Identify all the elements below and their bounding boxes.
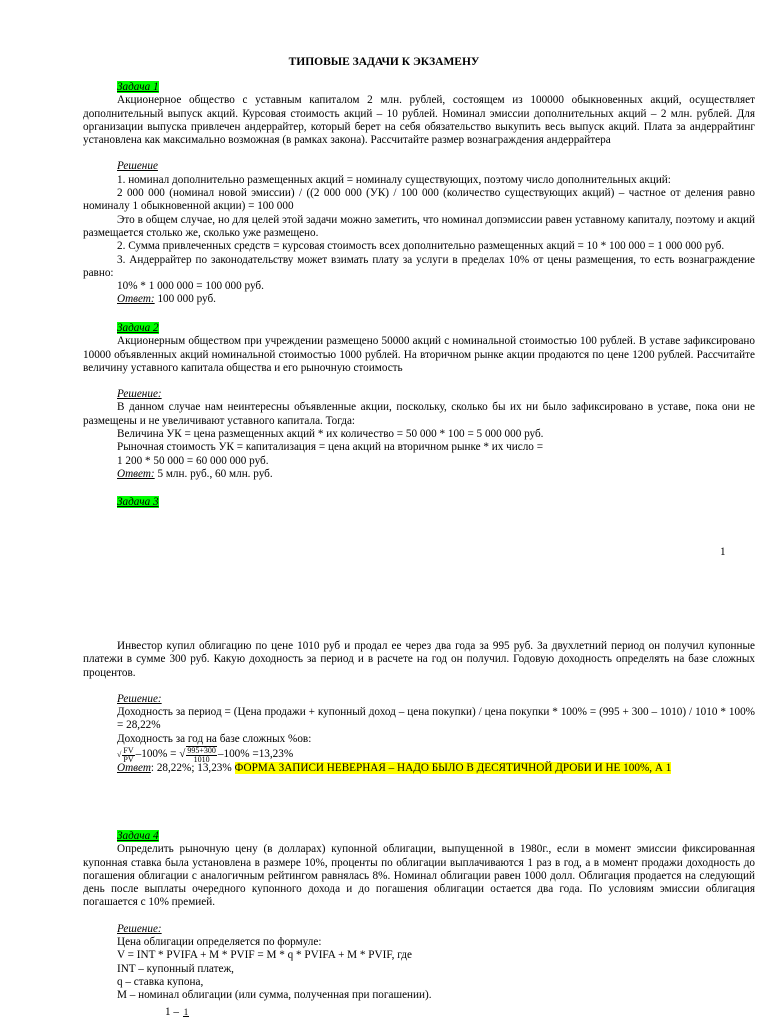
task-1-label: Задача 1 (117, 81, 159, 93)
task-4-formula (83, 1003, 755, 1019)
task-1-step-4: 2. Сумма привлеченных средств = курсовая стоимость всех дополнительно размещенных акций = 10 * 100 000 = 1 000 000 руб. (117, 240, 725, 253)
formula-start: 1 – (165, 1005, 179, 1018)
task-1-solution-label: Решение (117, 160, 158, 173)
task-1-step-2: 2 000 000 (номинал новой эмиссии) / ((2 000 000 (УК) / 100 000 (количество существующих акций) – частное от деления равно номиналу 1 обыкновенной акции) = 100 000 (83, 187, 755, 213)
task-2-solution-label: Решение: (117, 388, 162, 401)
task-4 (83, 830, 755, 1019)
formula-mid: –100% = √ (135, 748, 186, 761)
task-3-answer: : 28,22%; 13,23% (150, 762, 235, 775)
task-3-text: Инвестор купил облигацию по цене 1010 руб и продал ее через два года за 995 руб. За двухлетний период он получил купонные платежи в сумме 300 руб. Какую доходность за период и в расчете на год он получил. Годовую доходность определять на базе сложных процентов. (83, 640, 755, 679)
task-3-solution-label: Решение: (117, 692, 162, 705)
task-4-step-1: Цена облигации определяется по формуле: (117, 936, 322, 949)
task-1-step-6: 10% * 1 000 000 = 100 000 руб. (117, 280, 264, 293)
task-4-step-4: q – ставка купона, (117, 975, 204, 988)
page-number: 1 (720, 546, 726, 558)
task-2-step-3: Рыночная стоимость УК = капитализация = цена акций на вторичном рынке * их число = (117, 441, 544, 454)
formula-num: 995+300 (187, 746, 216, 756)
task-1-text: Акционерное общество с уставным капиталом 2 млн. рублей, состоящем из 100000 обыкновенных акций, осуществляет дополнительный выпуск акций. Курсовая стоимость акций – 10 рублей. Номинал эмиссии дополнительных акций – 2 млн. рублей. Для организации выпуска привлечен андеррайтер, который берет на себя обязательство выкупить весь выпуск акций. Плата за андеррайтинг установлена как максимально возможная (в рамках закона). Рассчитайте размер вознаграждения андеррайтера (83, 94, 755, 147)
task-2-answer-label: Ответ: (117, 467, 155, 480)
formula-fv: FV (123, 745, 134, 755)
page-title: ТИПОВЫЕ ЗАДАЧИ К ЭКЗАМЕНУ (288, 56, 480, 68)
task-3-step-1: Доходность за период = (Цена продажи + купонный доход – цена покупки) / цена покупки * 100% = (995 + 300 – 1010) / 1010 * 100% = 28,22% (117, 706, 755, 732)
formula-tail: –100% =13,23% (217, 748, 294, 761)
task-2-step-2: Величина УК = цена размещенных акций * их количество = 50 000 * 100 = 5 000 000 руб. (117, 428, 544, 441)
task-2-text: Акционерным обществом при учреждении размещено 50000 акций с номинальной стоимостью 100 рублей. В уставе зафиксировано 10000 объявленных акций номинальной стоимостью 1000 рублей. На вторичном рынке акции продаются по цене 1200 рублей. Рассчитайте величину уставного капитала общества и его рыночную стоимость (83, 335, 755, 374)
task-1 (83, 81, 755, 307)
task-4-label: Задача 4 (117, 830, 159, 842)
task-2 (83, 322, 755, 481)
task-3-label: Задача 3 (117, 496, 159, 508)
task-3-step-2: Доходность за год на базе сложных %ов: (117, 732, 312, 745)
task-4-text: Определить рыночную цену (в долларах) купонной облигации, выпущенной в 1980г., если в момент эмиссии фиксированная купонная ставка была установлена в размере 10%, проценты по облигации выплачиваются 1 раз в год, а в момент продажи доходность до погашения облигации с аналогичным рейтингом равнялась 8%. Номинал облигации равен 1000 долл. Облигация продается на следующий день после выплаты очередного купонного дохода и до погашения облигации остается два года. По условиям эмиссии облигация погашается с 10% премией. (83, 843, 755, 909)
task-4-step-3: INT – купонный платеж, (117, 962, 234, 975)
task-1-step-1: 1. номинал дополнительно размещенных акций = номиналу существующих, поэтому число дополнительных акций: (117, 173, 671, 186)
task-3 (83, 640, 755, 775)
task-1-step-5: 3. Андеррайтер по законодательству может взимать плату за услуги в пределах 10% от цены размещения, то есть вознаграждение равно: (83, 253, 755, 279)
task-3-answer-label: Ответ (117, 762, 151, 775)
task-3-formula: √ $\frac{FV}{PV}$ –100% = √ $\frac{995+300}{1010}$ –100% =13,23% (117, 745, 294, 765)
task-2-step-1: В данном случае нам неинтересны объявленные акции, поскольку, сколько бы их ни было зафиксировано в уставе, пока они не размещены и не увеличивают уставного капитала. Тогда: (83, 401, 755, 427)
task-3-note: ФОРМА ЗАПИСИ НЕВЕРНАЯ – НАДО БЫЛО В ДЕСЯТИЧНОЙ ДРОБИ И НЕ 100%, А 1 (234, 762, 672, 775)
task-4-step-5: M – номинал облигации (или сумма, полученная при погашении). (117, 989, 432, 1002)
task-1-step-3: Это в общем случае, но для целей этой задачи можно заметить, что номинал допэмиссии равен уставному капиталу, поэтому и акций размещается столько же, сколько уже размещено. (83, 213, 755, 239)
task-3-header (83, 496, 755, 509)
task-4-step-2: V = INT * PVIFA + M * PVIF = M * q * PVIFA + M * PVIF, где (117, 949, 412, 962)
task-2-label: Задача 2 (117, 322, 159, 334)
task-2-step-4: 1 200 * 50 000 = 60 000 000 руб. (117, 454, 269, 467)
formula-den: 1010 (193, 755, 210, 765)
task-1-answer-label: Ответ: (117, 293, 155, 306)
task-2-answer: 5 млн. руб., 60 млн. руб. (154, 467, 273, 480)
task-4-solution-label: Решение: (117, 922, 162, 935)
formula-pv: PV (123, 754, 134, 764)
formula-numerator: 1 (183, 1006, 189, 1017)
task-1-answer: 100 000 руб. (154, 293, 216, 306)
